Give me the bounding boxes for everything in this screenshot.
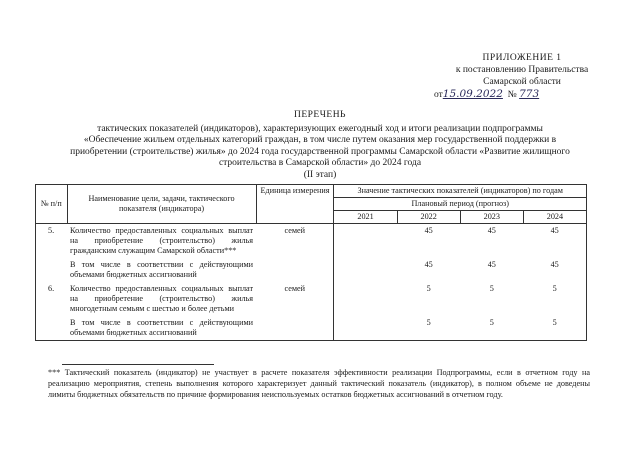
header-year: 2024	[523, 211, 586, 224]
row-value: 5	[523, 316, 586, 341]
table-row	[36, 258, 587, 282]
appendix-date-line	[432, 88, 612, 101]
row-value: 45	[424, 226, 433, 235]
handwritten-date: 15.09.2022	[442, 88, 503, 100]
heading-stage: (II этап)	[303, 169, 337, 180]
row-value: 45	[523, 224, 586, 259]
row-num	[36, 258, 68, 282]
header-unit: Единица измерения	[256, 185, 334, 224]
row-unit: семей	[284, 284, 306, 293]
table-header-row	[36, 185, 587, 198]
heading-line-1: тактических показателей (индикаторов), характеризующих ежегодный ход и итоги реализации подпрограммы	[97, 123, 543, 134]
row-name: Количество предоставленных социальных выплат на приобретение (строительство) жилья гражданским служащим Самарской области***	[70, 226, 254, 255]
header-year: 2022	[397, 211, 460, 224]
row-name: Количество предоставленных социальных выплат на приобретение (строительство) жилья многодетным семьям с шестью и более детьми	[70, 284, 254, 313]
row-name: В том числе в соответствии с действующими объемами бюджетных ассигнований	[70, 260, 254, 279]
row-value: 45	[424, 260, 433, 269]
header-year: 2023	[460, 211, 523, 224]
table-row	[36, 224, 587, 259]
footnote-divider	[62, 364, 214, 365]
row-num	[36, 316, 68, 341]
table-row	[36, 282, 587, 316]
row-value	[334, 224, 397, 259]
row-value	[334, 316, 397, 341]
row-value: 5	[460, 316, 523, 341]
row-name: В том числе в соответствии с действующими объемами бюджетных ассигнований	[67, 316, 256, 341]
appendix-line-2: Самарской области	[483, 77, 561, 87]
table-row	[36, 316, 587, 341]
row-num: 5.	[36, 224, 68, 259]
document-heading	[60, 110, 580, 181]
row-value: 5	[397, 316, 460, 341]
header-year: 2021	[334, 211, 397, 224]
row-unit: семей	[284, 226, 306, 235]
row-unit	[256, 316, 334, 341]
appendix-title: ПРИЛОЖЕНИЕ 1	[482, 53, 562, 63]
document-title: ПЕРЕЧЕНЬ	[293, 110, 347, 120]
header-planned-period: Плановый период (прогноз)	[334, 198, 587, 211]
row-value: 45	[487, 226, 496, 235]
header-num: № п/п	[36, 185, 68, 224]
appendix-block	[432, 52, 612, 101]
number-prefix: №	[507, 90, 517, 100]
heading-line-2: «Обеспечение жильем отдельных категорий граждан, в том числе путем оказания мер государственной поддержки в	[83, 135, 557, 145]
footnote: *** Тактический показатель (индикатор) не участвует в расчете показателя эффективности реализации Подпрограммы, если в отчетном году на реализацию мероприятия, степень выполнения которого характеризует данный тактический показатель (индикатор), в полном объеме не доведены лимиты бюджетных обязательств по причине формирования неиспользуемых остатков бюджетных ассигнований в отчетном году.	[48, 368, 590, 399]
row-unit	[256, 258, 334, 282]
heading-line-3: приобретении (строительстве) жилья» до 2024 года государственной программы Самарской области «Развитие жилищного	[70, 146, 570, 157]
row-value: 45	[523, 258, 586, 282]
header-name: Наименование цели, задачи, тактического показателя (индикатора)	[67, 185, 256, 224]
row-value	[334, 282, 397, 316]
date-prefix: от	[434, 90, 443, 100]
appendix-line-1: к постановлению Правительства	[455, 65, 589, 75]
row-value: 5	[489, 284, 494, 293]
row-num: 6.	[36, 282, 68, 316]
indicators-table	[35, 184, 587, 341]
header-values-group: Значение тактических показателей (индикаторов) по годам	[334, 185, 587, 198]
heading-line-4: строительства в Самарской области» до 2024 года	[218, 158, 422, 168]
row-value: 45	[487, 260, 496, 269]
row-value: 5	[523, 282, 586, 316]
handwritten-number: 773	[519, 88, 540, 100]
row-value	[334, 258, 397, 282]
row-value: 5	[426, 284, 431, 293]
